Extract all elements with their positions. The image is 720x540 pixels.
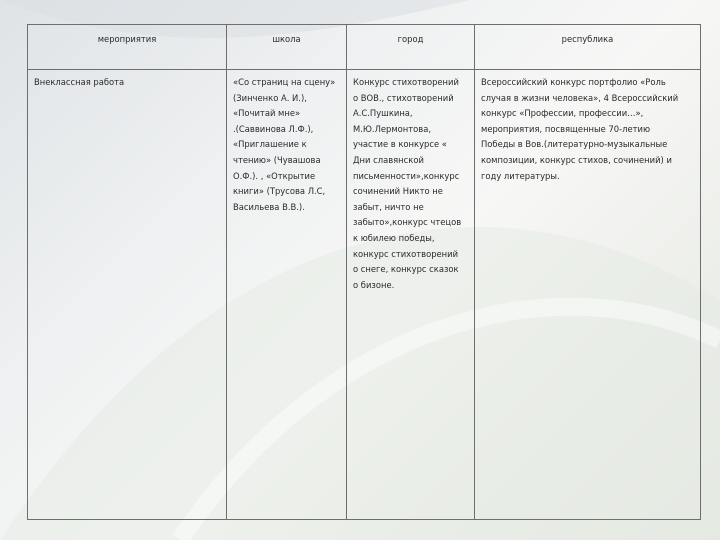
events-table — [27, 24, 701, 520]
cell-republic — [475, 70, 701, 520]
activity-text: Внеклассная работа — [34, 77, 125, 87]
header-school: школа — [227, 25, 347, 70]
header-republic: республика — [475, 25, 701, 70]
city-text: Конкурс стихотворений о ВОВ., стихотворений А.С.Пушкина, М.Ю.Лермонтова, участие в конкурсе « Дни славянской письменности»,конкурс сочинений Никто не забыт, ничто не забыто»,конкурс чтецов к юбилею победы, конкурс стихотворений о снеге, конкурс сказок о бизоне. — [353, 77, 462, 290]
header-events: мероприятия — [28, 25, 227, 70]
cell-school — [227, 70, 347, 520]
republic-text: Всероссийский конкурс портфолио «Роль случая в жизни человека», 4 Всероссийский конкурс «Профессии, профессии…», мероприятия, посвященные 70-летию Победы в Вов.(литературно-музыкальные композиции, конкурс стихов, сочинений) и году литературы. — [481, 77, 679, 181]
school-text: «Со страниц на сцену» (Зинченко А. И.), «Почитай мне» .(Саввинова Л.Ф.), «Приглашение к чтению» (Чувашова О.Ф.). , «Открытие книги» (Трусова Л.С, Васильева В.В.). — [233, 77, 336, 212]
table-header-row — [28, 25, 701, 70]
header-city: город — [347, 25, 475, 70]
cell-city — [347, 70, 475, 520]
cell-activity — [28, 70, 227, 520]
table-row — [28, 70, 701, 520]
